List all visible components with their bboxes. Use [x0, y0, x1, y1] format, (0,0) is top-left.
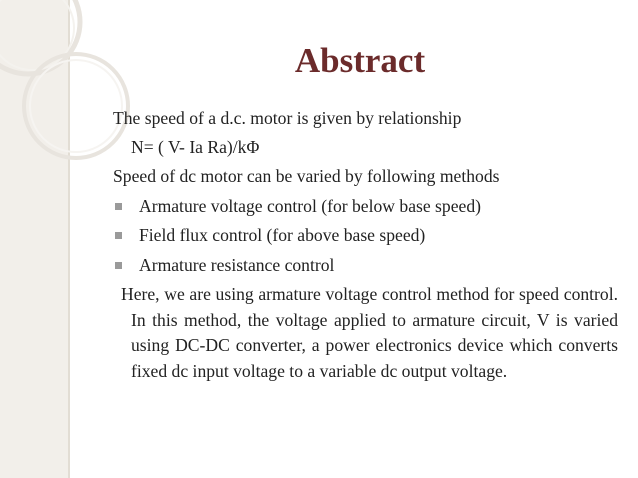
decorative-circle-large — [0, 0, 80, 74]
slide-title: Abstract — [294, 41, 426, 80]
list-item — [113, 192, 618, 222]
square-bullet-icon — [115, 203, 122, 210]
list-item-label: Armature voltage control (for below base speed) — [139, 195, 481, 216]
list-item-label: Field flux control (for above base speed) — [139, 225, 426, 245]
list-item-label: Armature resistance control — [139, 254, 335, 275]
square-bullet-icon — [115, 232, 122, 239]
closing-paragraph: Here, we are using armature voltage control method for speed control. In this method, the voltage applied to armature circuit, V is varied using DC-DC converter, a power electronics device which converts fixed dc input voltage to a variable dc output voltage. — [121, 284, 618, 381]
slide-body — [113, 104, 618, 384]
methods-list — [113, 192, 618, 281]
decorative-circle-lower-inner — [30, 60, 122, 152]
list-item — [113, 221, 618, 251]
speed-formula: N= ( V- Ia Ra)/kΦ — [131, 136, 260, 157]
square-bullet-icon — [115, 262, 122, 269]
intro-line: The speed of a d.c. motor is given by relationship — [113, 108, 462, 128]
list-item — [113, 251, 618, 281]
methods-heading: Speed of dc motor can be varied by following methods — [113, 166, 500, 186]
